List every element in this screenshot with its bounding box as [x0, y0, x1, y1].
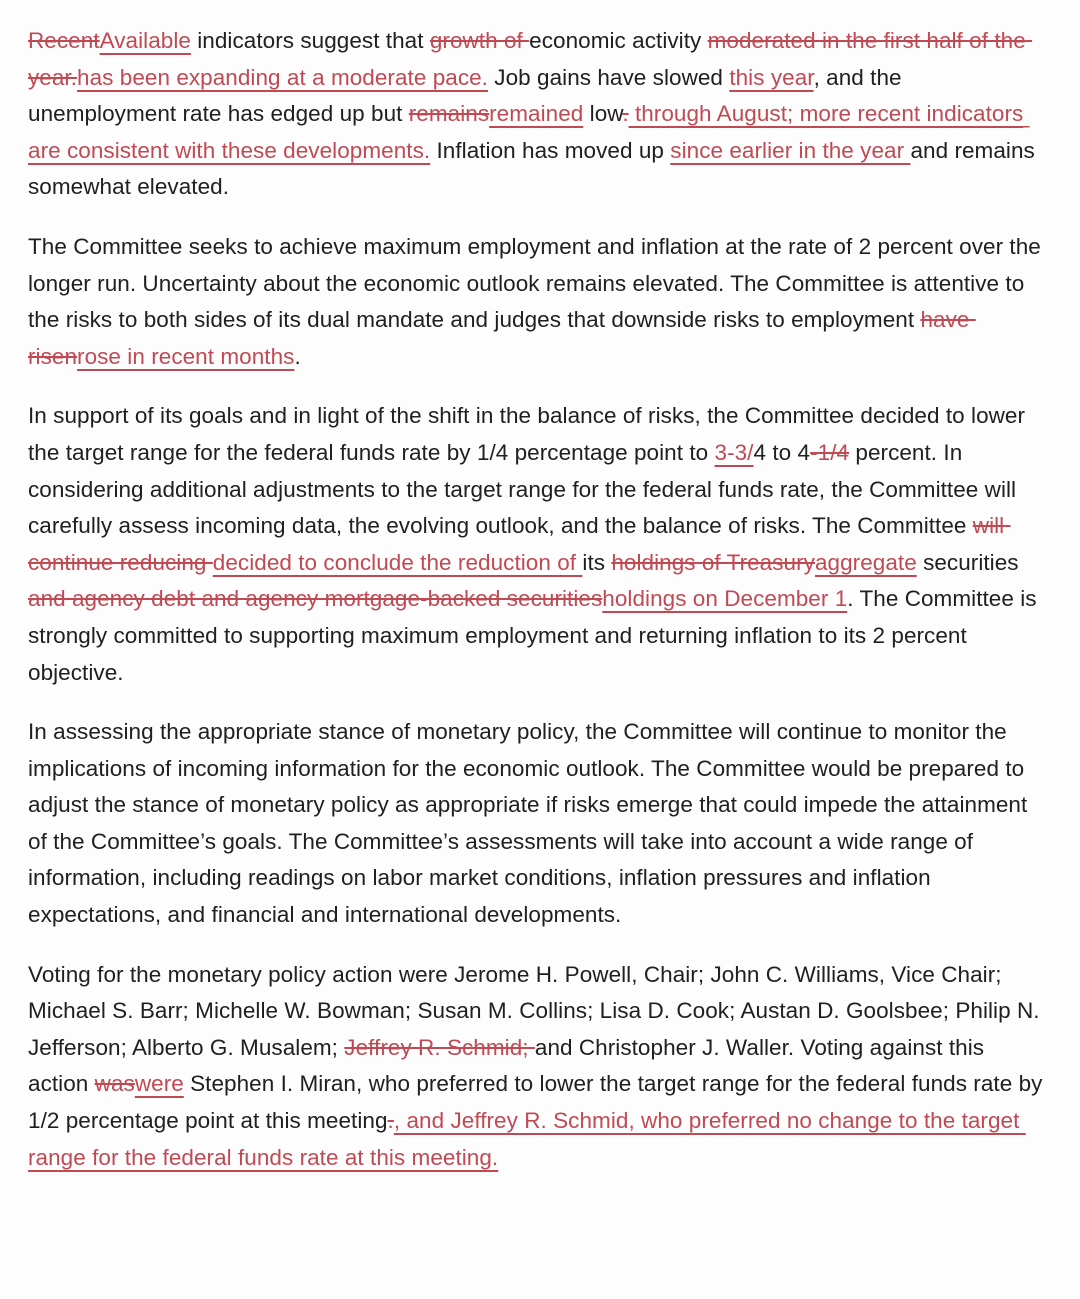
- paragraph: [28, 398, 1050, 691]
- deleted-text: .: [622, 101, 629, 127]
- inserted-text: were: [134, 1071, 184, 1097]
- paragraph: [28, 957, 1050, 1177]
- paragraph: [28, 714, 1050, 934]
- deleted-text: .: [387, 1108, 394, 1134]
- text-run: The Committee seeks to achieve maximum employment and inflation at the rate of 2 percent over the longer run. Uncertainty about the economic outlook remains elevated. The Committee is attentive to the risks to both sides of its dual mandate and judges that downside risks to employment: [28, 233, 1048, 333]
- deleted-text: remains: [408, 101, 490, 127]
- text-run: , and the unemployment rate has edged up but: [28, 64, 908, 127]
- text-run: Stephen I. Miran, who preferred to lower the target range for the federal funds rate by 1/2 percentage point at this meeting: [28, 1071, 1049, 1134]
- deleted-text: have risen: [28, 307, 976, 369]
- deleted-text: holdings of Treasury: [611, 549, 815, 575]
- deleted-text: Jeffrey R. Schmid;: [344, 1034, 535, 1060]
- text-run: economic activity: [529, 28, 708, 53]
- deleted-text: will continue reducing: [28, 513, 1011, 575]
- inserted-text: 3-3/: [714, 439, 754, 465]
- inserted-text: this year: [729, 64, 814, 90]
- inserted-text: aggregate: [814, 549, 917, 575]
- deleted-text: growth of: [429, 28, 530, 53]
- statement-text: [28, 23, 1050, 1176]
- text-run: 4 to 4: [753, 439, 811, 465]
- text-run: securities: [916, 549, 1025, 575]
- text-run: low: [583, 101, 623, 127]
- text-run: In assessing the appropriate stance of monetary policy, the Committee will continue to monitor the implications of incoming information for the economic outlook. The Committee would be prepared to adjust the stance of monetary policy as appropriate if risks emerge that could impede the attainment of the Committee’s goals. The Committee’s assessments will take into account a wide range of information, including readings on labor market conditions, inflation pressures and inflation expectations, and financial and international developments.: [28, 719, 1034, 928]
- inserted-text: decided to conclude the reduction of: [212, 549, 583, 575]
- text-run: indicators suggest that: [190, 28, 430, 53]
- deleted-text: -1/4: [810, 439, 850, 465]
- inserted-text: , and Jeffrey R. Schmid, who preferred no change to the target range for the federal funds rate at this meeting.: [28, 1108, 1026, 1170]
- inserted-text: holdings on December 1: [602, 586, 848, 612]
- deleted-text: moderated in the first half of the year.: [28, 28, 1033, 90]
- text-run: and Christopher J. Waller. Voting against this action: [28, 1034, 991, 1097]
- inserted-text: remained: [489, 101, 584, 127]
- text-run: its: [582, 549, 612, 575]
- deleted-text: was: [94, 1071, 135, 1097]
- text-run: Job gains have slowed: [488, 64, 730, 90]
- text-run: percent. In considering additional adjustments to the target range for the federal funds rate, the Committee will carefully assess incoming data, the evolving outlook, and the balance of risks. The Committee: [28, 439, 1023, 539]
- text-run: In support of its goals and in light of the shift in the balance of risks, the Committee decided to lower the target range for the federal funds rate by 1/4 percentage point to: [28, 403, 1032, 465]
- paragraph: [28, 229, 1050, 375]
- text-run: and remains somewhat elevated.: [28, 137, 1042, 200]
- text-run: .: [294, 343, 301, 369]
- deleted-text: and agency debt and agency mortgage-backed securities: [28, 586, 603, 612]
- text-run: . The Committee is strongly committed to supporting maximum employment and returning inflation to its 2 percent objective.: [28, 586, 1043, 685]
- paragraph: [28, 23, 1050, 206]
- inserted-text: Available: [99, 28, 191, 53]
- text-run: Voting for the monetary policy action were Jerome H. Powell, Chair; John C. Williams, Vice Chair; Michael S. Barr; Michelle W. Bowman; Susan M. Collins; Lisa D. Cook; Austan D. Goolsbee; Philip N. Jefferson; Alberto G. Musalem;: [28, 961, 1046, 1060]
- text-run: Inflation has moved up: [430, 137, 671, 163]
- inserted-text: has been expanding at a moderate pace.: [77, 64, 488, 90]
- inserted-text: through August; more recent indicators are consistent with these developments.: [28, 101, 1030, 163]
- deleted-text: Recent: [28, 28, 100, 53]
- inserted-text: since earlier in the year: [670, 137, 911, 163]
- inserted-text: rose in recent months: [77, 343, 295, 369]
